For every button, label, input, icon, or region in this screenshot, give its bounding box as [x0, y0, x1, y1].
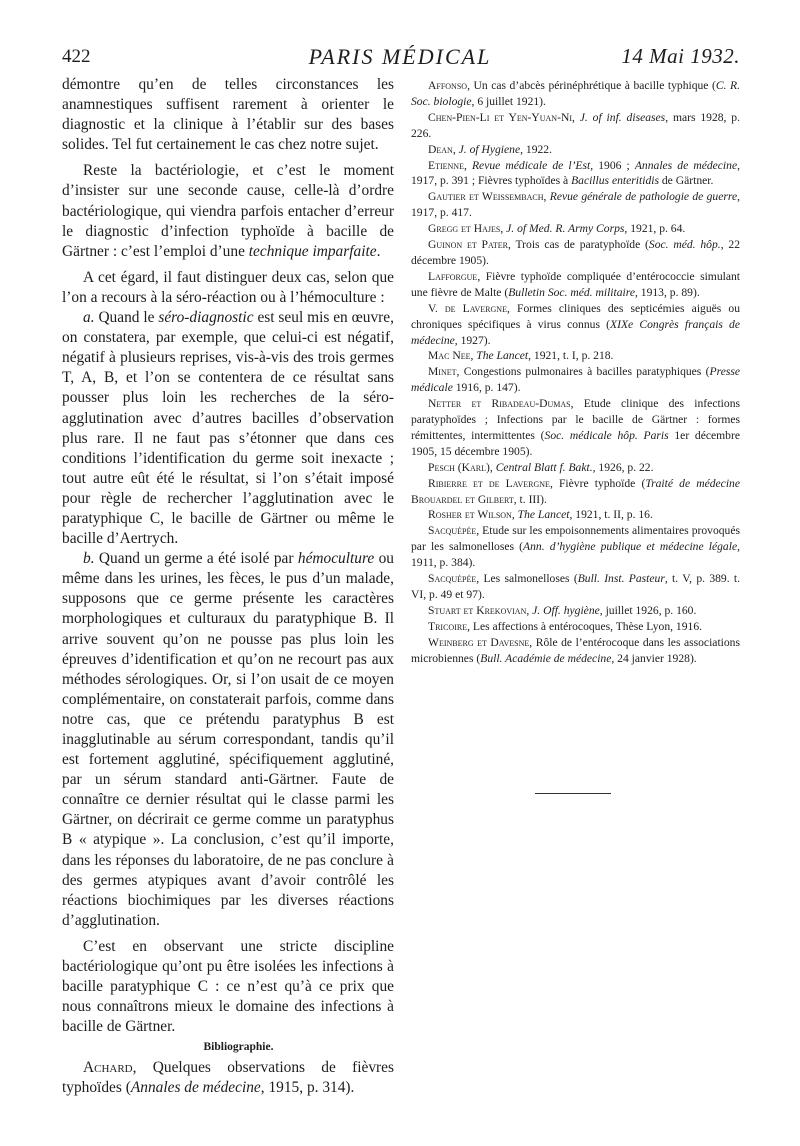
reference-item: Achard, Quelques observations de fièvres typhoïdes (Annales de médecine, 1915, p. 314).	[62, 1058, 394, 1096]
reference-item: Chen-Pien-Li et Yen-Yuan-Ni, J. of inf. diseases, mars 1928, p. 226.	[411, 110, 741, 140]
reference-item: Pesch (Karl), Central Blatt f. Bakt., 1926, p. 22.	[428, 460, 654, 474]
reference-item: Tricoire, Les affections à entérocoques, Thèse Lyon, 1916.	[428, 619, 703, 633]
reference-item: Netter et Ribadeau-Dumas, Etude clinique des infections paratyphoïdes ; Infections par le bacille de Gärtner : formes rémittentes, intermittentes (Soc. médicale hôp. Paris 1er décembre 1905, 15 décembre 1905).	[411, 397, 741, 458]
reference-item: Guinon et Pater, Trois cas de paratyphoïde (Soc. méd. hôp., 22 décembre 1905).	[411, 238, 740, 267]
paragraph: démontre qu’en de telles circonstances les anamnestiques suffisent rarement à orienter le diagnostic et la clinique à l’établir sur des bases solides. Tel fut certainement le cas chez notre sujet.	[62, 76, 394, 154]
journal-title: PARIS MÉDICAL	[308, 44, 492, 69]
emphasis: séro-diagnostic	[158, 309, 254, 327]
left-column	[62, 75, 394, 1098]
paragraph: Reste la bactériologie, et c’est le moment d’insister sur une seconde cause, celle-là d’ordre bactériologique, qui viendra parfois entacher d’erreur le diagnostic d’infection typhoïde à bacille de Gärtner : c’est l’emploi d’une technique imparfaite.	[62, 162, 394, 260]
reference-item: Etienne, Revue médicale de l’Est, 1906 ; Annales de médecine, 1917, p. 391 ; Fièvres typhoïdes à Bacillus enteritidis de Gärtner.	[411, 158, 740, 188]
end-rule	[535, 793, 611, 794]
reference-item: Sacquépée, Etude sur les empoisonnements alimentaires provoqués par les salmonelloses (Ann. d’hygiène publique et médecine légale, 1911, p. 384).	[411, 524, 741, 570]
paragraph: b. Quand un germe a été isolé par hémoculture ou même dans les urines, les fèces, le pus d’un malade, supposons que ce germe présente les caractères morphologiques et culturaux du paratyphique B. Il arrive souvent qu’on ne pousse pas plus loin les épreuves d’identification et qu’on ne recourt pas aux méthodes sérologiques. Or, si l’on usait de ce moyen complémentaire, on constaterait parfois, comme dans notre cas, que ce prétendu paratyphus B est inagglutinable au sérum correspondant, tandis qu’il est fortement agglutiné, spécifiquement agglutiné, par un sérum standard anti-Gärtner. Faute de connaître ce dernier résultat qui le classe parmi les Gärtner, on décrirait ce germe comme un paratyphus B « atypique ». La conclusion, c’est qu’il importe, dans les réponses du laboratoire, de ne pas conclure à des germes atypiques avant d’avoir contrôlé les réactions biochimiques par les diverses réactions d’agglutination.	[62, 550, 394, 929]
paragraph: a. Quand le séro-diagnostic est seul mis en œuvre, on constatera, par exemple, que celui-ci est négatif, négatif à plusieurs reprises, vis-à-vis des trois germes T, A, B, et l’on se contentera de ce résultat sans pousser plus loin les recherches de la séro-agglutination avec d’autres bacilles d’observation plus rare. Il ne faut pas s’étonner que dans ces conditions l’identification du germe soit inexacte ; tout autre eût été le résultat, si l’on s’était imposé pour règle de rechercher l’agglutination avec le paratyphique C, le bacille de Gärtner ou même le bacille d’Aertrych.	[62, 309, 394, 548]
reference-item: Ribierre et de Lavergne, Fièvre typhoïde (Traité de médecine Brouardel et Gilbert, t. III).	[411, 476, 740, 506]
reference-item: Gregg et Hajes, J. of Med. R. Army Corps, 1921, p. 64.	[428, 222, 686, 236]
reference-item: Stuart et Krekovian, J. Off. hygiène, juillet 1926, p. 160.	[428, 603, 697, 617]
issue-date: 14 Mai 1932.	[621, 44, 740, 68]
reference-item: Weinberg et Davesne, Rôle de l’entérocoque dans les associations microbiennes (Bull. Académie de médecine, 24 janvier 1928).	[411, 635, 740, 665]
page-header	[60, 42, 740, 72]
reference-item: Minet, Congestions pulmonaires à bacilles paratyphiques (Presse médicale 1916, p. 147).	[411, 365, 741, 395]
emphasis: hémoculture	[297, 550, 375, 568]
reference-item: Lafforgue, Fièvre typhoïde compliquée d’entérococcie simulant une fièvre de Malte (Bulletin Soc. méd. militaire, 1913, p. 89).	[411, 269, 741, 299]
page-number: 422	[62, 46, 91, 67]
paragraph: A cet égard, il faut distinguer deux cas, selon que l’on a recours à la séro-réaction ou à l’hémoculture :	[62, 268, 394, 306]
emphasis: technique imparfaite	[248, 242, 377, 260]
reference-item: V. de Lavergne, Formes cliniques des septicémies aiguës ou chroniques spécifiques à virus connus (XIXe Congrès français de médecine, 1927).	[411, 301, 741, 347]
reference-item: Affonso, Un cas d’abcès périnéphrétique à bacille typhique (C. R. Soc. biologie, 6 juillet 1921).	[411, 79, 741, 108]
right-column	[411, 78, 740, 667]
bibliography-heading: Bibliographie.	[203, 1041, 274, 1054]
reference-item: Rosher et Wilson, The Lancet, 1921, t. II, p. 16.	[428, 508, 653, 522]
reference-item: Dean, J. of Hygiene, 1922.	[428, 142, 552, 156]
reference-item: Gautier et Weissembach, Revue générale de pathologie de guerre, 1917, p. 417.	[411, 190, 741, 220]
paragraph: C’est en observant une stricte discipline bactériologique qu’ont pu être isolées les infections à bacille paratyphique C : ce n’est qu’à ce prix que nous connaîtrons mieux le domaine des infections à bacille de Gärtner.	[62, 937, 394, 1036]
reference-item: Mac Nee, The Lancet, 1921, t. I, p. 218.	[428, 349, 614, 363]
reference-item: Sacquépée, Les salmonelloses (Bull. Inst. Pasteur, t. V, p. 389. t. VI, p. 49 et 97).	[411, 572, 741, 601]
